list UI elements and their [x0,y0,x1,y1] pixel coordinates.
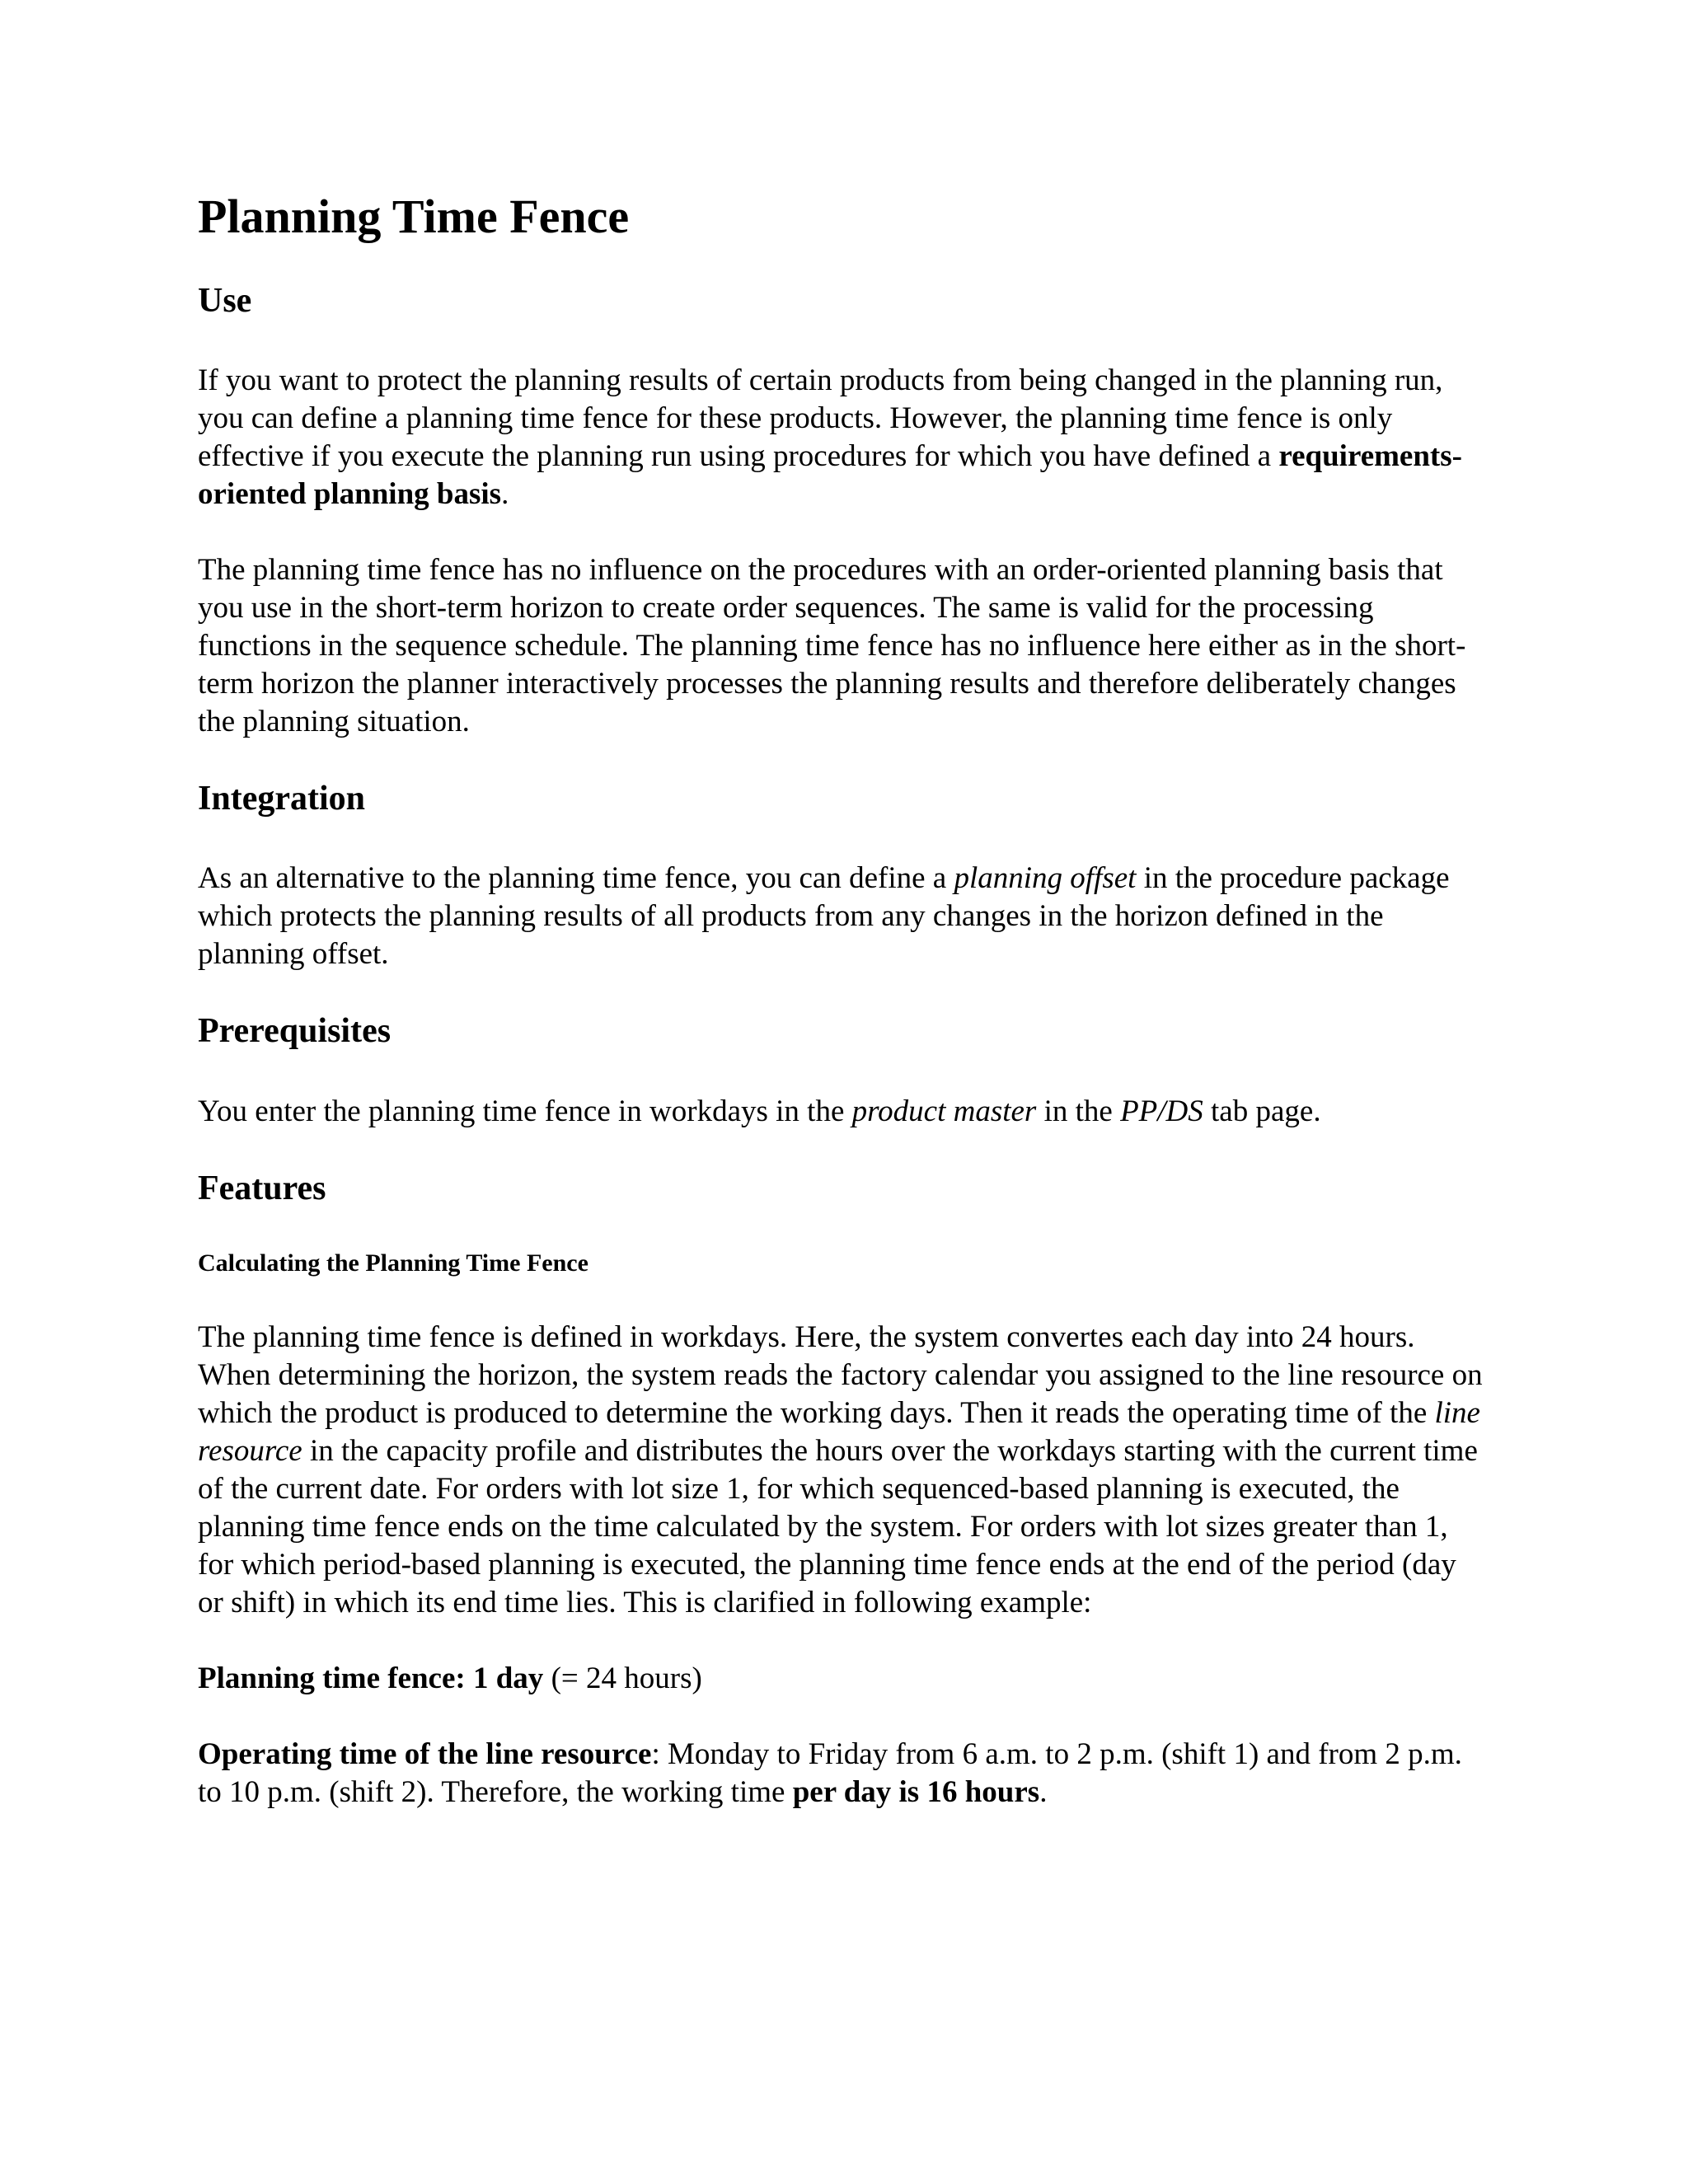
features-p3-end: . [1039,1775,1048,1810]
use-p1-bold: requirements-oriented planning basis [198,438,1462,511]
features-heading: Features [198,1169,326,1207]
prereq-text-a: You enter the planning time fence in workdays in the [198,1094,852,1128]
use-p1-end: . [501,476,509,511]
features-p1-text-b: in the capacity profile and distributes the hours over the workdays starting with the current time of the current date. For orders with lot size 1, for which sequenced-based planning is executed, the planning time fence ends on the time calculated by the system. For orders with lot sizes greater than 1, for which period-based planning is executed, the planning time fence ends at the end of the period (day or shift) in which its end time lies. This is clarified in following example: [198,1434,1478,1620]
features-p1-text-a: The planning time fence is defined in workdays. Here, the system convertes each day into 24 hours. When determining the horizon, the system reads the factory calendar you assigned to the line resource on which the product is produced to determine the working days. Then it reads the operating time of the [198,1320,1483,1431]
features-p3-text: : Monday to Friday from 6 a.m. to 2 p.m. (shift 1) and from 2 p.m. to 10 p.m. (shift 2). Therefore, the working time [198,1737,1462,1810]
prerequisites-paragraph [198,1093,1484,1131]
integration-p1-italic: planning offset [954,861,1137,896]
features-p2-bold: Planning time fence: 1 day [198,1661,544,1696]
page-title: Planning Time Fence [198,190,630,243]
prereq-text-c: tab page. [1203,1094,1321,1128]
features-p1-italic: line resource [198,1396,1480,1469]
document-page [198,190,1484,1849]
integration-paragraph [198,860,1484,973]
features-paragraph-3 [198,1736,1484,1811]
features-paragraph-1 [198,1319,1484,1622]
prereq-text-b: in the [1036,1094,1121,1128]
integration-p1-text: As an alternative to the planning time fence, you can define a [198,861,954,896]
features-p3-bold-1: Operating time of the line resource [198,1737,652,1772]
prereq-italic-product-master: product master [851,1094,1037,1128]
integration-p1-rest: in the procedure package which protects the planning results of all products from any changes in the horizon defined in the planning offset. [198,861,1450,972]
use-paragraph-1 [198,362,1484,513]
use-paragraph-2: The planning time fence has no influence on the procedures with an order-oriented planning basis that you use in the short-term horizon to create order sequences. The same is valid for the processing functions in the sequence schedule. The planning time fence has no influence here either as in the short-term horizon the planner interactively processes the planning results and therefore deliberately changes the planning situation. [198,552,1466,738]
features-p2-rest: (= 24 hours) [543,1661,702,1696]
prerequisites-heading: Prerequisites [198,1012,392,1051]
features-subheading: Calculating the Planning Time Fence [198,1249,588,1277]
features-p3-bold-2: per day is 16 hours [792,1775,1040,1810]
prereq-italic-ppds: PP/DS [1120,1094,1203,1128]
use-p1-text: If you want to protect the planning results of certain products from being changed in the planning run, you can define a planning time fence for these products. However, the planning time fence is only effective if you execute the planning run using procedures for which you have defined a [198,363,1443,473]
integration-heading: Integration [198,779,365,818]
use-heading: Use [198,281,252,320]
features-paragraph-2 [198,1660,1484,1698]
